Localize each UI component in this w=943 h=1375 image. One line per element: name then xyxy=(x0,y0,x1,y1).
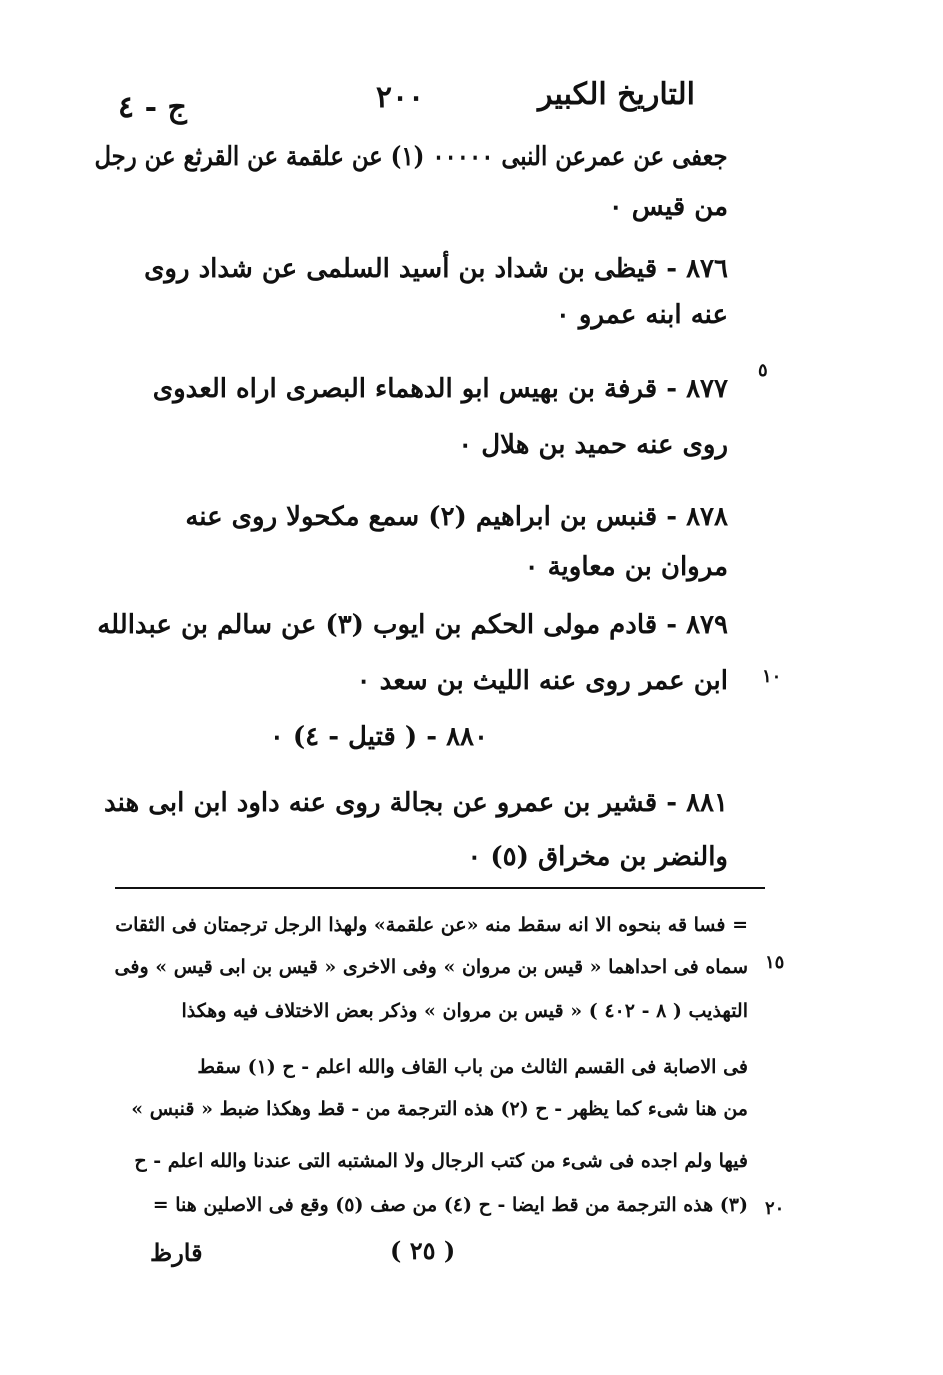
sheet-signature-number: ( ٢٥ ) xyxy=(390,1236,456,1265)
book-title: التاريخ الكبير xyxy=(537,77,695,112)
sheet-signature-word: قارظ xyxy=(150,1238,203,1267)
footnote-line-2: سماه فى احداهما « قيس بن مروان » وفى الاخرى « قيس بن ابى قيس » وفى xyxy=(114,956,748,978)
margin-number-5: ٥ xyxy=(758,360,768,381)
entry-878-line-1: ٨٧٨ - قنبس بن ابراهيم (٢) سمع مكحولا روى عنه xyxy=(185,502,728,532)
body-line-1: جعفى عن عمرعن النبى ٠٠٠٠٠ (١) عن علقمة عن القرثع عن رجل xyxy=(94,142,728,172)
entry-881-line-1: ٨٨١ - قشير بن عمرو عن بجالة روى عنه داود ابن ابى هند xyxy=(104,788,728,818)
entry-878-line-2: مروان بن معاوية ٠ xyxy=(524,552,728,582)
margin-number-10: ١٠ xyxy=(762,666,782,687)
page-number: ٢٠٠ xyxy=(375,80,425,115)
footnote-divider xyxy=(115,887,765,889)
entry-879-line-2: ابن عمر روى عنه الليث بن سعد ٠ xyxy=(356,666,728,696)
margin-number-15: ١٥ xyxy=(765,952,785,973)
volume-label: ج - ٤ xyxy=(118,90,187,125)
entry-881-line-2: والنضر بن مخراق (٥) ٠ xyxy=(467,842,728,872)
footnote-line-3: التهذيب ( ٨ - ٤٠٢ ) « قيس بن مروان » وذكر بعض الاختلاف فيه وهكذا xyxy=(181,1000,748,1022)
entry-877-line-1: ٨٧٧ - قرفة بن بهيس ابو الدهماء البصرى اراه العدوى xyxy=(152,374,728,404)
entry-876-line-2: عنه ابنه عمرو ٠ xyxy=(555,300,728,330)
footnote-line-5: من هنا شىء كما يظهر - ح (٢) هذه الترجمة من - قط وهكذا ضبط « قنبس » xyxy=(131,1098,748,1120)
footnote-line-7: (٣) هذه الترجمة من قط ايضا - ح (٤) من صف (٥) وقع فى الاصلين هنا = xyxy=(152,1194,748,1216)
entry-880: ٨٨٠ - ( قتيل - ٤) ٠ xyxy=(269,722,488,752)
entry-879-line-1: ٨٧٩ - قادم مولى الحكم بن ايوب (٣) عن سالم بن عبدالله xyxy=(97,610,728,640)
entry-876-line-1: ٨٧٦ - قيظى بن شداد بن أسيد السلمى عن شداد روى xyxy=(144,254,728,284)
margin-number-20: ٢٠ xyxy=(765,1198,785,1219)
entry-877-line-2: روى عنه حميد بن هلال ٠ xyxy=(458,430,728,460)
body-line-2: من قيس ٠ xyxy=(608,192,728,222)
footnote-line-4: فى الاصابة فى القسم الثالث من باب القاف والله اعلم - ح (١) سقط xyxy=(197,1056,748,1078)
footnote-line-6: فيها ولم اجده فى شىء من كتب الرجال ولا المشتبه التى عندنا والله اعلم - ح xyxy=(134,1150,748,1172)
footnote-line-1: = فسا قه بنحوه الا انه سقط منه «عن علقمة» ولهذا الرجل ترجمتان فى الثقات xyxy=(115,914,748,936)
